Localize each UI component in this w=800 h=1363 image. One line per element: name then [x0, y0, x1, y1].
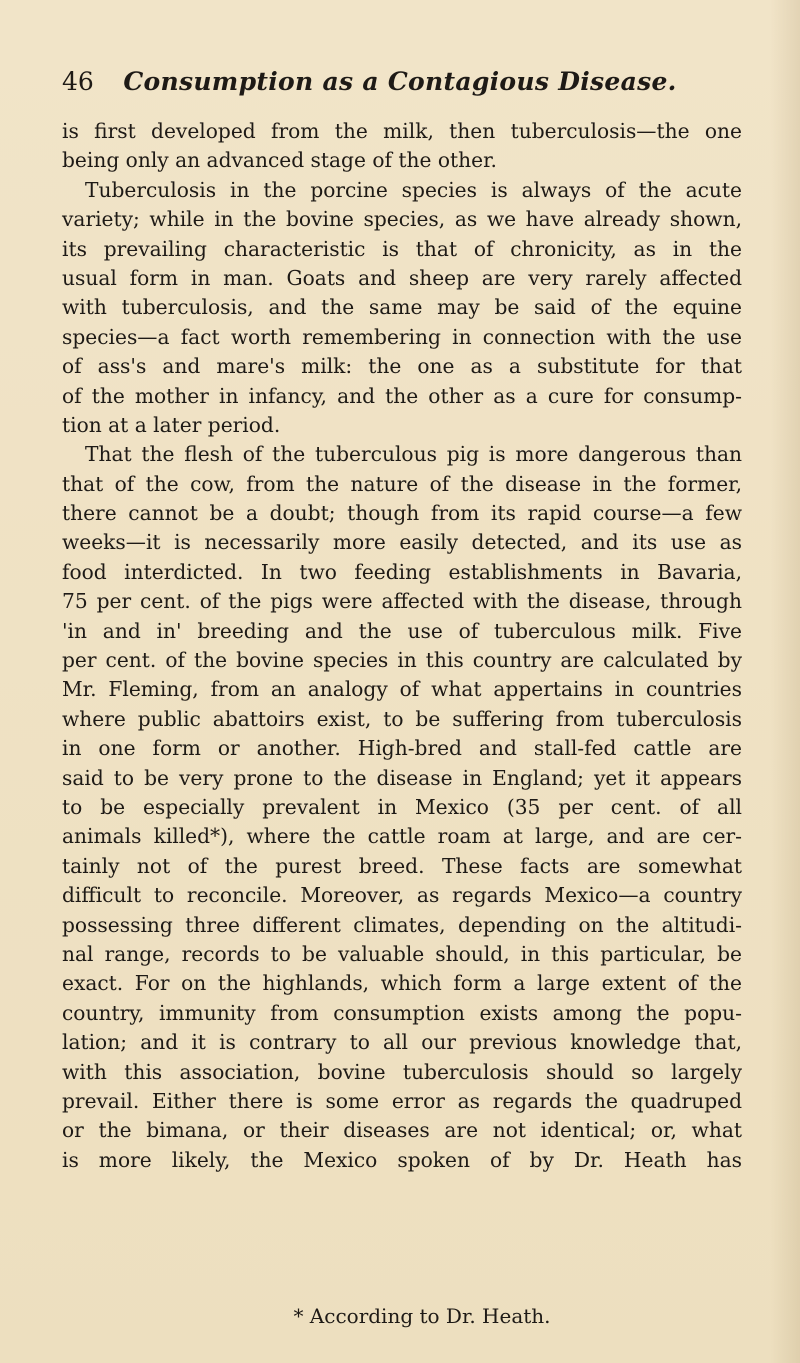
text-line: difficult to reconcile. Moreover, as regards Mexico—a country	[62, 883, 742, 908]
text-line: usual form in man. Goats and sheep are very rarely affected	[62, 265, 742, 290]
text-line: to be especially prevalent in Mexico (35 per cent. of all	[62, 794, 742, 819]
text-line: where public abattoirs exist, to be suffering from tuberculosis	[62, 706, 742, 731]
text-line: Tuberculosis in the porcine species is always of the acute	[85, 177, 742, 202]
text-line: 75 per cent. of the pigs were affected with the disease, through	[62, 589, 742, 614]
footnote: * According to Dr. Heath.	[293, 1304, 551, 1328]
text-line: of the mother in infancy, and the other as a cure for consump-	[62, 383, 742, 408]
text-line: lation; and it is contrary to all our previous knowledge that,	[62, 1030, 742, 1055]
text-line: is more likely, the Mexico spoken of by Dr. Heath has	[62, 1147, 742, 1172]
text-line: or the bimana, or their diseases are not identical; or, what	[62, 1118, 742, 1143]
page-header	[62, 62, 738, 102]
text-line: said to be very prone to the disease in England; yet it appears	[62, 765, 742, 790]
text-line: with tuberculosis, and the same may be said of the equine	[62, 295, 742, 320]
text-line: of ass's and mare's milk: the one as a substitute for that	[62, 354, 742, 379]
text-line: exact. For on the highlands, which form a large extent of the	[62, 971, 742, 996]
text-line: tion at a later period.	[62, 412, 281, 437]
text-line: is first developed from the milk, then tuberculosis—the one	[62, 119, 742, 143]
text-line: per cent. of the bovine species in this country are calculated by	[62, 648, 742, 673]
text-line: with this association, bovine tuberculosis should so largely	[62, 1059, 742, 1084]
body-text	[62, 117, 742, 1175]
text-line: prevail. Either there is some error as regards the quadruped	[62, 1088, 742, 1113]
text-line: in one form or another. High-bred and stall-fed cattle are	[62, 736, 742, 761]
text-line: 'in and in' breeding and the use of tuberculous milk. Five	[62, 618, 742, 643]
text-line: being only an advanced stage of the other.	[62, 148, 497, 173]
text-line: there cannot be a doubt; though from its rapid course—a few	[62, 501, 742, 526]
text-line: nal range, records to be valuable should, in this particular, be	[62, 941, 742, 966]
text-line: weeks—it is necessarily more easily detected, and its use as	[62, 530, 742, 555]
running-title: Consumption as a Contagious Disease.	[123, 67, 677, 96]
text-line: country, immunity from consumption exists among the popu-	[62, 1000, 742, 1025]
text-line: variety; while in the bovine species, as we have already shown,	[62, 207, 742, 232]
text-line: That the flesh of the tuberculous pig is more dangerous than	[85, 442, 742, 467]
text-line: food interdicted. In two feeding establishments in Bavaria,	[62, 559, 742, 584]
text-line: possessing three different climates, depending on the altitudi-	[62, 912, 742, 937]
text-line: tainly not of the purest breed. These facts are somewhat	[62, 853, 742, 878]
page-number: 46	[62, 67, 94, 96]
text-line: species—a fact worth remembering in connection with the use	[62, 324, 742, 349]
text-line: Mr. Fleming, from an analogy of what appertains in countries	[62, 677, 742, 702]
text-line: animals killed*), where the cattle roam at large, and are cer-	[62, 824, 742, 849]
text-line: its prevailing characteristic is that of chronicity, as in the	[62, 236, 742, 261]
text-line: that of the cow, from the nature of the disease in the former,	[62, 471, 742, 496]
